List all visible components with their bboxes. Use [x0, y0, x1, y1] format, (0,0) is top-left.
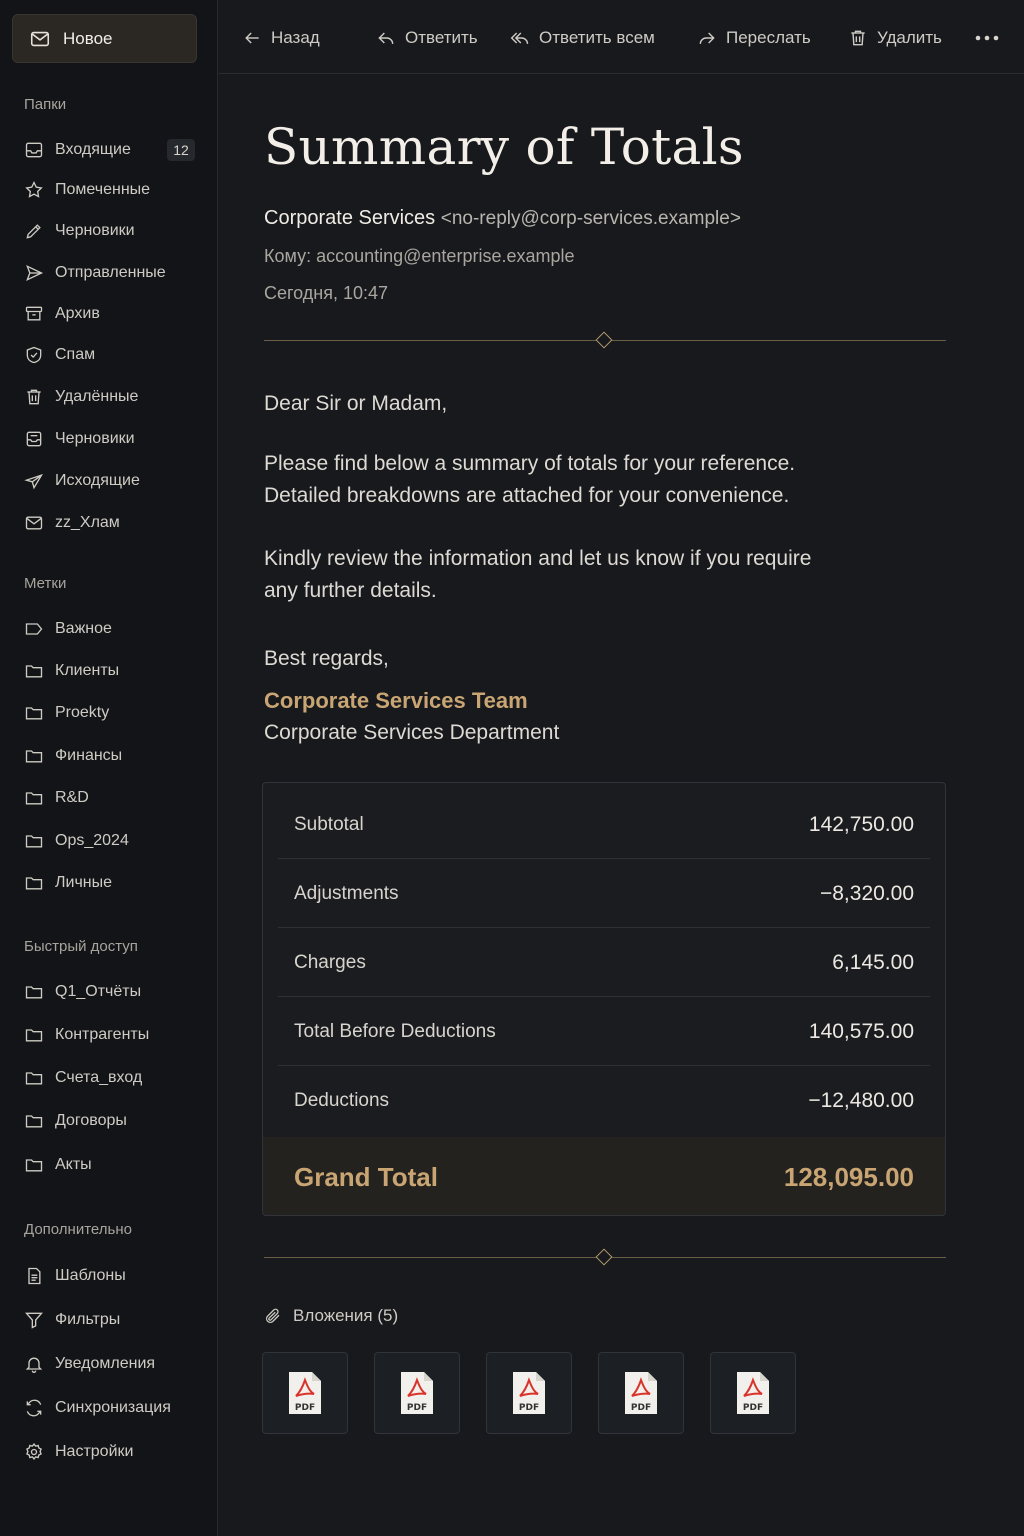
sidebar-item-label: Архив [55, 305, 100, 322]
paperclip-icon [264, 1307, 282, 1325]
totals-label: Charges [294, 951, 366, 973]
sidebar-item-archive[interactable] [24, 299, 199, 329]
sidebar-item-label: Личные [55, 874, 113, 891]
sidebar-item-q1-reports[interactable] [24, 977, 199, 1007]
more-options-button[interactable] [972, 24, 1002, 52]
document-icon [24, 1266, 44, 1286]
signature-department: Corporate Services Department [264, 721, 560, 744]
sidebar-item-outbox[interactable] [24, 466, 199, 496]
totals-value: −8,320.00 [819, 881, 914, 905]
folder-icon [24, 1068, 44, 1088]
totals-label: Subtotal [294, 813, 364, 835]
pdf-attachment[interactable] [486, 1352, 572, 1434]
body-line: Kindly review the information and let us know if you require [264, 547, 812, 570]
reply-label: Ответить [405, 28, 478, 47]
delete-button[interactable] [848, 24, 942, 52]
reply-all-icon [510, 28, 530, 48]
grand-total-value: 128,095.00 [783, 1161, 914, 1192]
tray-icon [24, 429, 44, 449]
pdf-attachment[interactable] [374, 1352, 460, 1434]
back-button[interactable] [242, 24, 320, 52]
sidebar-item-label: zz_Хлам [55, 514, 120, 531]
forward-button[interactable] [697, 24, 811, 52]
trash-icon [848, 28, 868, 48]
folder-icon [24, 746, 44, 766]
reply-all-label: Ответить всем [539, 28, 655, 47]
reply-button[interactable] [376, 24, 478, 52]
folder-icon [24, 982, 44, 1002]
sidebar-item-label: Синхронизация [55, 1399, 171, 1416]
pdf-type-label: PDF [406, 1403, 428, 1413]
sidebar-item-acts[interactable] [24, 1150, 199, 1180]
totals-value: −12,480.00 [808, 1089, 914, 1112]
attachments-title: Вложения (5) [293, 1306, 399, 1325]
pencil-icon [24, 221, 44, 241]
sidebar-item-filters[interactable] [24, 1305, 199, 1335]
sidebar-item-sent[interactable] [24, 258, 199, 288]
totals-value: 140,575.00 [808, 1019, 914, 1043]
sidebar-item-starred[interactable] [24, 175, 199, 205]
sidebar-item-projects[interactable] [24, 698, 199, 728]
grand-total-row [263, 1137, 946, 1216]
sidebar-item-clients[interactable] [24, 656, 199, 686]
totals-table [262, 782, 946, 1216]
back-label: Назад [271, 28, 320, 47]
filter-icon [24, 1310, 44, 1330]
totals-label: Deductions [294, 1090, 390, 1111]
arrow-left-icon [242, 28, 262, 48]
folder-icon [24, 661, 44, 681]
sidebar-item-inbox[interactable] [24, 135, 199, 165]
totals-row [278, 1067, 930, 1135]
tag-icon [24, 619, 44, 639]
ornament-divider [264, 333, 946, 347]
closing: Best regards, [264, 647, 389, 670]
sidebar-item-finance[interactable] [24, 741, 199, 771]
totals-row [278, 791, 930, 859]
archive-icon [24, 304, 44, 324]
sidebar-item-label: Финансы [55, 747, 123, 764]
totals-row [278, 998, 930, 1066]
send-icon [24, 263, 44, 283]
quick-access-title: Быстрый доступ [24, 938, 138, 955]
sidebar-item-spam[interactable] [24, 340, 199, 370]
sidebar [0, 0, 218, 1536]
sidebar-item-important[interactable] [24, 614, 199, 644]
signature-name: Corporate Services Team [264, 688, 528, 713]
sidebar-item-label: Настройки [55, 1443, 134, 1460]
folder-icon [24, 788, 44, 808]
grand-total-label: Grand Total [294, 1161, 438, 1192]
sync-icon [24, 1398, 44, 1418]
reply-icon [376, 28, 396, 48]
sidebar-item-sync[interactable] [24, 1393, 199, 1423]
compose-button[interactable] [12, 14, 197, 63]
sidebar-item-label: Входящие [55, 141, 131, 158]
pdf-type-label: PDF [742, 1403, 764, 1413]
sidebar-item-label: Уведомления [55, 1355, 156, 1372]
sidebar-item-drafts[interactable] [24, 216, 199, 246]
labels-title: Метки [24, 575, 67, 592]
sidebar-item-label: Удалённые [55, 388, 139, 405]
forward-label: Переслать [726, 28, 811, 47]
folder-icon [24, 703, 44, 723]
pdf-type-label: PDF [518, 1403, 540, 1413]
sidebar-item-contracts[interactable] [24, 1106, 199, 1136]
sidebar-item-rnd[interactable] [24, 783, 199, 813]
sidebar-item-label: Спам [55, 346, 96, 363]
recipient: Кому: accounting@enterprise.example [264, 246, 575, 266]
sidebar-item-label: Важное [55, 620, 112, 637]
sidebar-item-label: Отправленные [55, 264, 166, 281]
gear-icon [24, 1442, 44, 1462]
sidebar-item-label: Договоры [55, 1112, 127, 1129]
folder-icon [24, 873, 44, 893]
delete-label: Удалить [877, 28, 942, 47]
outbox-icon [24, 471, 44, 491]
body-line: Detailed breakdowns are attached for your convenience. [264, 484, 790, 507]
extra-title: Дополнительно [24, 1221, 132, 1238]
sidebar-item-label: Счета_вход [55, 1069, 143, 1086]
greeting: Dear Sir or Madam, [264, 392, 448, 415]
sidebar-item-label: Акты [55, 1156, 92, 1173]
pdf-file-icon [287, 1370, 323, 1416]
sidebar-item-label: R&D [55, 789, 89, 806]
message-date: Сегодня, 10:47 [264, 283, 389, 303]
folder-icon [24, 831, 44, 851]
sidebar-item-settings[interactable] [24, 1437, 199, 1467]
sidebar-item-templates[interactable] [24, 1261, 199, 1291]
sidebar-item-label: Ops_2024 [55, 832, 129, 849]
pdf-type-label: PDF [294, 1403, 316, 1413]
sidebar-item-label: Помеченные [55, 181, 151, 198]
sidebar-item-label: Черновики [55, 430, 135, 447]
unread-count-badge: 12 [167, 139, 195, 161]
folder-icon [24, 1025, 44, 1045]
pdf-file-icon [623, 1370, 659, 1416]
sender[interactable] [264, 207, 741, 230]
bell-icon [24, 1354, 44, 1374]
body-line: any further details. [264, 579, 437, 602]
totals-label: Adjustments [294, 882, 399, 904]
sidebar-item-label: Q1_Отчёты [55, 983, 142, 1000]
star-icon [24, 180, 44, 200]
totals-value: 142,750.00 [808, 812, 914, 836]
sidebar-item-label: Фильтры [55, 1311, 121, 1328]
sidebar-item-trash[interactable] [24, 382, 199, 412]
sidebar-item-label: Шаблоны [55, 1267, 126, 1284]
forward-icon [697, 28, 717, 48]
more-dots-icon [974, 34, 1000, 42]
totals-value: 6,145.00 [832, 950, 914, 974]
mail-icon [29, 28, 51, 50]
sidebar-item-junk[interactable] [24, 508, 199, 538]
sidebar-item-label: Контрагенты [55, 1026, 150, 1043]
shield-icon [24, 345, 44, 365]
sender-address: <no-reply@corp-services.example> [440, 208, 741, 229]
message-view [219, 0, 1024, 1536]
folders-title: Папки [24, 96, 67, 113]
sidebar-item-personal[interactable] [24, 868, 199, 898]
compose-label: Новое [63, 28, 113, 48]
message-subject: Summary of Totals [264, 118, 744, 176]
pdf-attachment[interactable] [598, 1352, 684, 1434]
pdf-file-icon [399, 1370, 435, 1416]
sidebar-item-label: Клиенты [55, 662, 120, 679]
folder-icon [24, 1155, 44, 1175]
sidebar-item-label: Proekty [55, 704, 110, 721]
pdf-type-label: PDF [630, 1403, 652, 1413]
totals-row [278, 860, 930, 928]
pdf-file-icon [735, 1370, 771, 1416]
inbox-icon [24, 140, 44, 160]
totals-row [278, 929, 930, 997]
pdf-attachment[interactable] [262, 1352, 348, 1434]
totals-label: Total Before Deductions [294, 1020, 496, 1042]
pdf-file-icon [511, 1370, 547, 1416]
sender-name: Corporate Services [264, 207, 436, 229]
body-line: Please find below a summary of totals for your reference. [264, 452, 796, 475]
sidebar-item-label: Исходящие [55, 472, 140, 489]
sidebar-item-drafts-2[interactable] [24, 424, 199, 454]
sidebar-item-label: Черновики [55, 222, 135, 239]
sidebar-item-invoices[interactable] [24, 1063, 199, 1093]
pdf-attachment[interactable] [710, 1352, 796, 1434]
ornament-divider [264, 1250, 946, 1264]
attachments-header [264, 1306, 398, 1326]
trash-icon [24, 387, 44, 407]
folder-icon [24, 1111, 44, 1131]
reply-all-button[interactable] [510, 24, 655, 52]
message-toolbar [219, 0, 1024, 74]
sidebar-item-counterparties[interactable] [24, 1020, 199, 1050]
sidebar-item-ops[interactable] [24, 826, 199, 856]
mail-icon [24, 513, 44, 533]
sidebar-item-notifications[interactable] [24, 1349, 199, 1379]
